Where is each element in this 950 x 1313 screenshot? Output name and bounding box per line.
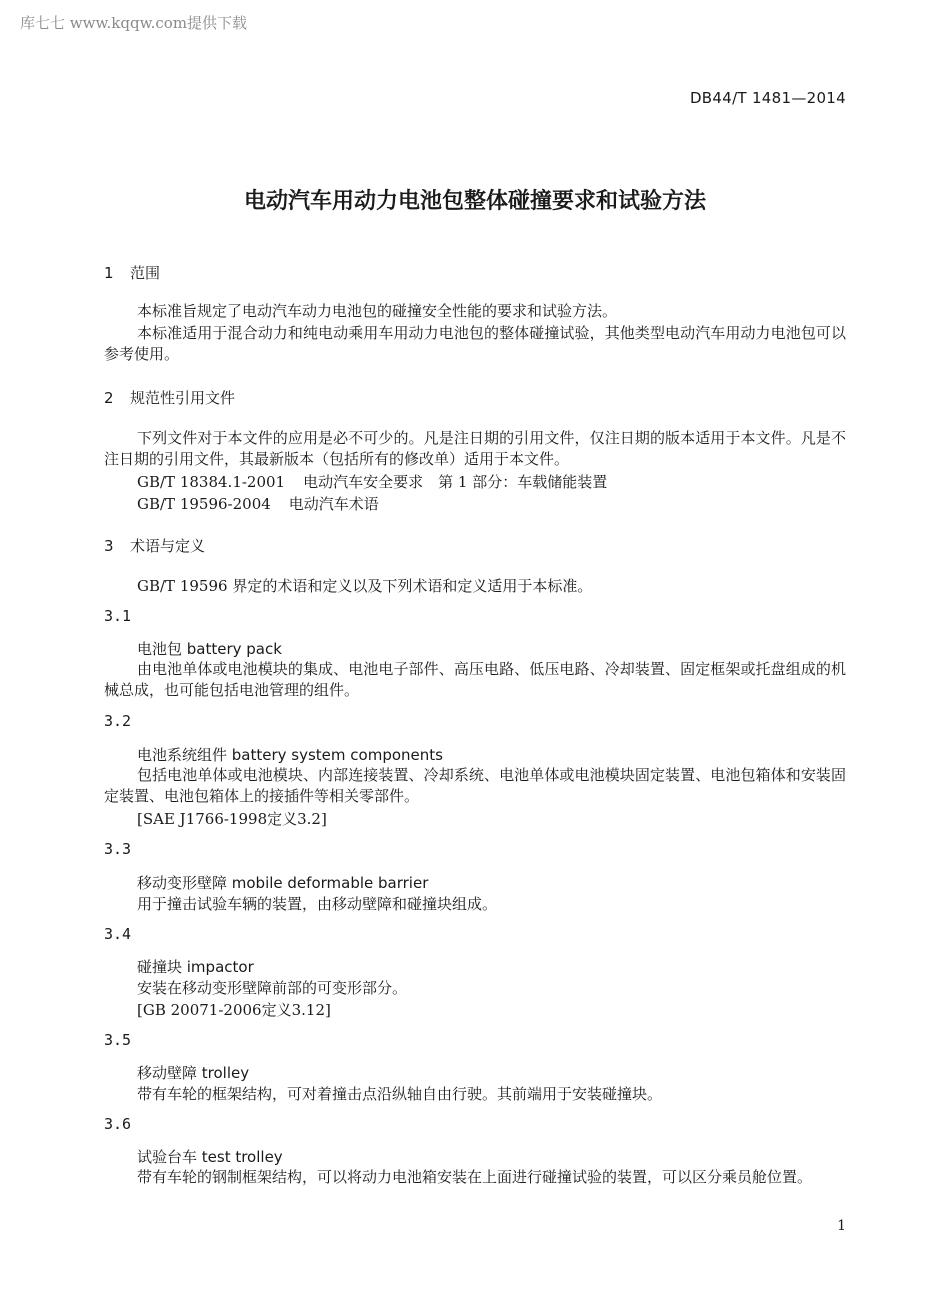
term-definition: 用于撞击试验车辆的装置，由移动壁障和碰撞块组成。 [137,895,498,913]
term-name: 移动壁障 trolley [137,1064,250,1082]
section-1-paragraph-1: 本标准旨规定了电动汽车动力电池包的碰撞安全性能的要求和试验方法。 [137,302,618,320]
document-title: 电动汽车用动力电池包整体碰撞要求和试验方法 [243,189,706,214]
term-definition: 由电池单体或电池模块的集成、电池电子部件、高压电路、低压电路、冷却装置、固定框架或托盘组成的机械总成，也可能包括电池管理的组件。 [104,660,846,699]
section-1-heading [104,262,160,283]
section-1-paragraph-2: 本标准适用于混合动力和纯电动乘用车用动力电池包的整体碰撞试验，其他类型电动汽车用动力电池包可以参考使用。 [104,324,846,363]
term-definition: 带有车轮的钢制框架结构，可以将动力电池箱安装在上面进行碰撞试验的装置，可以区分乘员舱位置。 [137,1168,813,1186]
watermark: 库七七 www.kqqw.com提供下载 [20,14,248,32]
term-definition: 带有车轮的框架结构，可对着撞击点沿纵轴自由行驶。其前端用于安装碰撞块。 [137,1085,663,1103]
term-name: 电池包 battery pack [137,640,282,658]
section-number: 1 [104,264,114,282]
section-number: 3 [104,537,114,555]
term-number: 3.6 [104,1115,132,1133]
section-number: 2 [104,389,114,407]
page-number: 1 [837,1218,846,1234]
normative-reference [137,471,607,492]
reference-code: GB/T 18384.1-2001 [137,473,286,491]
term-definition: 包括电池单体或电池模块、内部连接装置、冷却系统、电池单体或电池模块固定装置、电池包箱体和安装固定装置、电池包箱体上的接插件等相关零部件。 [104,766,846,805]
section-3-heading [104,535,205,556]
standard-code: DB44/T 1481—2014 [689,89,846,107]
term-definition: 安装在移动变形壁障前部的可变形部分。 [137,979,408,997]
term-source: [SAE J1766-1998定义3.2] [137,810,327,828]
reference-code: GB/T 19596-2004 [137,495,271,513]
term-name: 移动变形壁障 mobile deformable barrier [137,874,429,892]
term-number: 3.3 [104,840,132,858]
section-3-intro: GB/T 19596 界定的术语和定义以及下列术语和定义适用于本标准。 [137,577,593,595]
term-number: 3.2 [104,712,132,730]
section-title: 范围 [130,264,161,282]
term-name: 电池系统组件 battery system components [137,746,443,764]
reference-title: 电动汽车术语 [288,495,379,513]
term-name: 试验台车 test trolley [137,1148,283,1166]
term-name: 碰撞块 impactor [137,958,254,976]
section-title: 规范性引用文件 [130,389,236,407]
section-title: 术语与定义 [130,537,206,555]
section-2-paragraph-1: 下列文件对于本文件的应用是必不可少的。凡是注日期的引用文件，仅注日期的版本适用于本文件。凡是不注日期的引用文件，其最新版本（包括所有的修改单）适用于本文件。 [104,429,846,468]
normative-reference [137,493,379,514]
term-source: [GB 20071-2006定义3.12] [137,1001,331,1019]
term-number: 3.4 [104,925,132,943]
term-number: 3.5 [104,1031,132,1049]
section-2-heading [104,387,235,408]
reference-title: 电动汽车安全要求 第 1 部分：车载储能装置 [303,473,608,491]
term-number: 3.1 [104,607,132,625]
